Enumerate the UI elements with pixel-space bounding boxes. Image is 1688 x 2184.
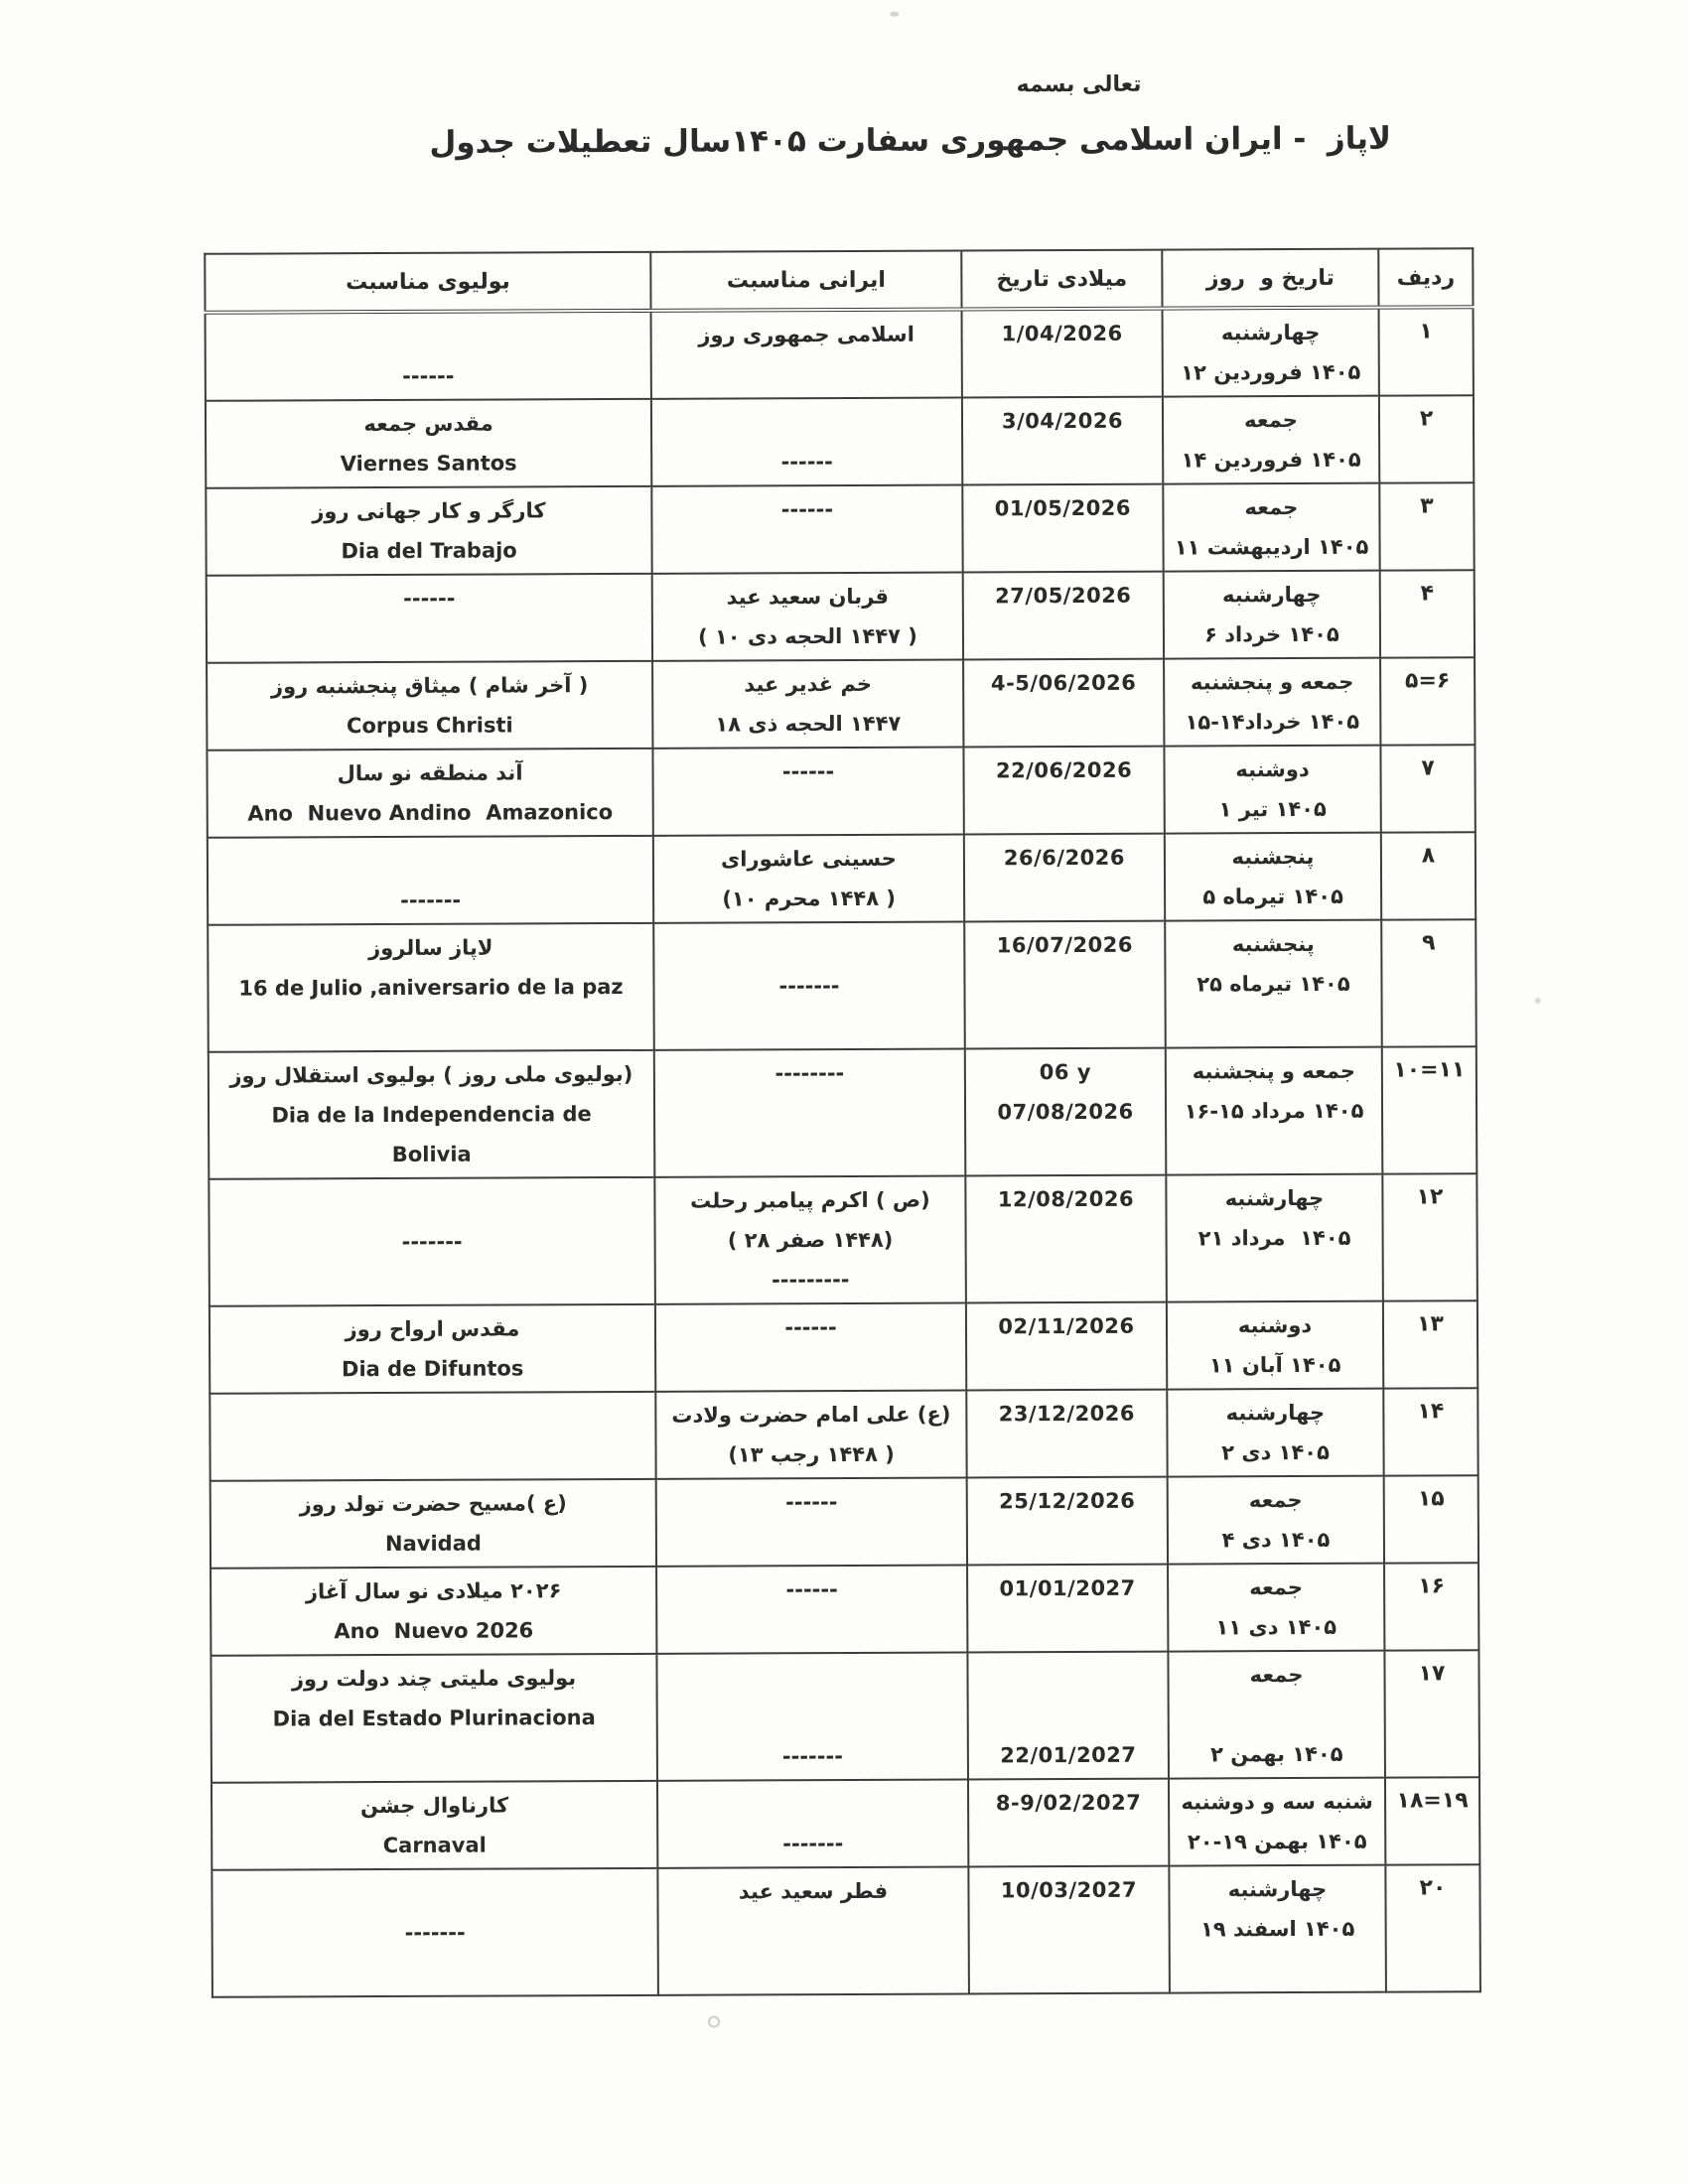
table-row: [210, 1300, 1477, 1394]
cell-bolivian-occasion: [210, 1304, 655, 1394]
cell-iranian-occasion: [651, 397, 962, 485]
text-line: جمعه: [1244, 495, 1299, 520]
cell-gregorian-date: [963, 659, 1164, 748]
text-line: ۸: [1421, 843, 1436, 869]
text-line: Ano ‎ ‎Nuevo ‎Andino ‎ ‎Amazonico: [247, 800, 614, 826]
text-line: ‎-‎‎-‎‎-‎‎-‎‎-‎‎-‎‎-‎: [400, 887, 462, 912]
cell-radif: [1384, 1650, 1479, 1777]
cell-iranian-occasion: [653, 834, 964, 922]
text-line: جشن ‎کارناوال: [359, 1793, 509, 1819]
text-line: چهارشنبه: [1227, 1876, 1328, 1902]
text-line: ۷: [1421, 755, 1435, 781]
text-line: ‎-‎‎-‎‎-‎‎-‎‎-‎‎-‎: [785, 1577, 838, 1602]
cell-day-date: [1164, 746, 1380, 834]
cell-day-date: [1168, 1651, 1385, 1779]
cell-gregorian-date: [963, 747, 1164, 835]
cell-radif: [1379, 307, 1474, 395]
text-line: ۱۵: [1417, 1486, 1445, 1512]
table-header-row: [205, 248, 1473, 313]
text-line: ۱۱ ‎آبان ‎۱۴۰۵: [1208, 1352, 1341, 1378]
cell-day-date: [1163, 396, 1379, 484]
text-line: Viernes ‎Santos: [340, 451, 517, 477]
table-row: [211, 1864, 1480, 1997]
text-line: عید ‎سعید ‎قربان: [726, 584, 890, 610]
cell-radif: [1381, 832, 1476, 919]
text-line: 16/07/2026: [996, 932, 1133, 958]
text-line: Ano ‎ ‎Nuevo ‎2026: [334, 1618, 534, 1644]
cell-bolivian-occasion: [208, 836, 653, 925]
cell-day-date: [1167, 1389, 1383, 1477]
cell-bolivian-occasion: [211, 1868, 658, 1997]
text-line: 06 ‎y: [1039, 1059, 1092, 1085]
text-line: چهارشنبه: [1221, 582, 1322, 608]
text-line: ۵ ‎تیرماه ‎۱۴۰۵: [1202, 884, 1343, 909]
table-row: [206, 307, 1474, 401]
cell-radif: [1383, 1388, 1477, 1475]
cell-bolivian-occasion: [207, 574, 652, 663]
cell-iranian-occasion: [656, 1652, 968, 1780]
text-line: ۱۴ ‎فروردین ‎۱۴۰۵: [1181, 447, 1361, 473]
header-gregorian-date: تاریخ ‎میلادی: [961, 250, 1162, 310]
text-line: ‎-‎‎-‎‎-‎‎-‎‎-‎‎-‎: [781, 759, 835, 784]
header-radif: ردیف: [1378, 248, 1473, 307]
text-line: رحلت ‎پیامبر ‎اکرم ‎‎(‎ ‎ص‎)‎: [690, 1187, 930, 1213]
text-line: ۲۰‎-‎۱۹ ‎بهمن ‎۱۴۰۵: [1187, 1829, 1367, 1854]
cell-gregorian-date: [962, 309, 1163, 398]
text-line: ‎-‎‎-‎‎-‎‎-‎‎-‎‎-‎‎-‎: [778, 974, 840, 999]
text-line: ۲: [1419, 406, 1434, 432]
text-line: 01/01/2027: [999, 1575, 1136, 1601]
table-row: [207, 657, 1475, 751]
text-line: ‎(‎ ‎۲۸ ‎صفر ‎۱۴۴۸‎)‎: [727, 1227, 894, 1253]
table-row: [206, 482, 1474, 576]
table-row: [211, 1650, 1479, 1783]
text-line: عید ‎سعید ‎فطر: [738, 1878, 889, 1904]
text-line: روز ‎استقلال ‎بولیوی ‎‎(‎ ‎روز ‎ملی ‎بولیوی‎)‎: [229, 1061, 633, 1088]
cell-iranian-occasion: [652, 659, 963, 748]
cell-iranian-occasion: [657, 1779, 968, 1867]
table-row: [208, 832, 1476, 925]
text-line: ۱۷: [1418, 1661, 1446, 1687]
table-row: [208, 919, 1477, 1052]
text-line: ۱ ‎تیر ‎۱۴۰۵: [1218, 796, 1327, 822]
cell-bolivian-occasion: [211, 1479, 656, 1569]
text-line: ۲ ‎دی ‎۱۴۰۵: [1221, 1439, 1330, 1465]
text-line: عاشورای ‎حسینی: [720, 846, 897, 872]
text-line: 4‎-‎5/06/2026: [990, 670, 1137, 696]
header-bolivian-occasion: مناسبت ‎بولیوی: [205, 252, 650, 313]
document-title: جدول ‎تعطیلات ‎سال‎۱۴۰۵ ‎سفارت ‎جمهوری ‎اسلامی ‎ایران ‎‎-‎ ‎ ‎لاپاز: [429, 120, 1392, 161]
cell-day-date: [1167, 1301, 1383, 1390]
text-line: 3/04/2026: [1001, 408, 1124, 434]
text-line: ۱۰‎=‎۱۱: [1393, 1057, 1466, 1083]
cell-radif: [1385, 1864, 1480, 1991]
text-line: جمعه: [1248, 1487, 1303, 1513]
cell-iranian-occasion: [651, 484, 962, 573]
text-line: ۲۵ ‎تیرماه ‎۱۴۰۵: [1196, 971, 1350, 997]
text-line: ‎-‎‎-‎‎-‎‎-‎‎-‎‎-‎‎-‎: [782, 1832, 844, 1856]
text-line: دوشنبه: [1237, 1312, 1313, 1338]
text-line: 07/08/2026: [997, 1099, 1134, 1125]
cell-bolivian-occasion: [207, 749, 652, 838]
cell-day-date: [1169, 1865, 1386, 1993]
text-line: ‎-‎‎-‎‎-‎‎-‎‎-‎‎-‎‎-‎: [781, 1744, 843, 1769]
text-line: دوشنبه: [1235, 756, 1310, 782]
cell-iranian-occasion: [652, 572, 963, 660]
text-line: ۱: [1419, 319, 1433, 344]
text-line: 27/05/2026: [995, 583, 1132, 609]
text-line: ۱۴: [1417, 1399, 1445, 1425]
text-line: روز ‎جمهوری ‎اسلامی: [698, 322, 914, 347]
cell-gregorian-date: [966, 1302, 1167, 1391]
text-line: پنجشنبه ‎و ‎جمعه: [1190, 669, 1354, 695]
table-row: [207, 745, 1475, 838]
text-line: ۱۲ ‎فروردین ‎۱۴۰۵: [1181, 359, 1361, 385]
cell-radif: [1385, 1777, 1479, 1864]
text-line: پنجشنبه: [1231, 931, 1315, 957]
text-line: Navidad: [384, 1531, 482, 1557]
text-line: سالروز ‎لاپاز: [368, 935, 493, 961]
text-line: ۱۵‎-‎۱۴‎خرداد ‎۱۴۰۵: [1185, 709, 1360, 735]
text-line: جمعه: [1249, 1662, 1304, 1688]
text-line: ۵‎=‎۶: [1404, 668, 1451, 694]
cell-gregorian-date: [965, 1175, 1167, 1303]
text-line: 25/12/2026: [999, 1488, 1136, 1514]
cell-day-date: [1169, 1778, 1385, 1866]
cell-gregorian-date: [968, 1779, 1169, 1867]
cell-radif: [1379, 395, 1474, 482]
text-line: Carnaval: [382, 1833, 487, 1858]
text-line: 22/06/2026: [995, 757, 1133, 783]
cell-iranian-occasion: [654, 1048, 966, 1176]
text-line: Dia ‎de ‎la ‎Independencia ‎de: [271, 1102, 592, 1128]
text-line: 02/11/2026: [998, 1313, 1135, 1339]
cell-radif: [1382, 1173, 1477, 1300]
text-line: عید ‎غدیر ‎خم: [744, 671, 873, 697]
cell-bolivian-occasion: [211, 1654, 657, 1783]
table-row: [211, 1563, 1478, 1656]
cell-radif: [1384, 1475, 1478, 1563]
text-line: 10/03/2027: [1000, 1877, 1138, 1903]
text-line: ۳: [1420, 493, 1434, 519]
cell-bolivian-occasion: [206, 486, 651, 576]
cell-bolivian-occasion: [210, 1392, 655, 1481]
cell-day-date: [1163, 308, 1379, 397]
cell-bolivian-occasion: [209, 1050, 655, 1179]
text-line: ۲ ‎بهمن ‎۱۴۰۵: [1210, 1741, 1343, 1767]
header-day-date: روز ‎ ‎و ‎تاریخ: [1162, 249, 1378, 309]
table-row: [211, 1475, 1478, 1569]
text-line: ‎-‎‎-‎‎-‎‎-‎‎-‎‎-‎: [780, 497, 834, 522]
cell-radif: [1384, 1563, 1478, 1650]
cell-radif: [1381, 919, 1477, 1046]
cell-gregorian-date: [968, 1866, 1170, 1994]
text-line: چهارشنبه: [1224, 1185, 1325, 1211]
cell-iranian-occasion: [657, 1866, 969, 1994]
text-line: چهارشنبه: [1225, 1400, 1326, 1426]
text-line: ۱۱ ‎دی ‎۱۴۰۵: [1215, 1614, 1337, 1640]
cell-day-date: [1166, 1047, 1383, 1175]
cell-day-date: [1166, 1174, 1383, 1302]
text-line: 26/6/2026: [1003, 845, 1126, 871]
text-line: ‎-‎‎-‎‎-‎‎-‎‎-‎‎-‎‎-‎: [401, 1229, 463, 1254]
cell-iranian-occasion: [651, 309, 962, 398]
text-line: روز ‎پنجشنبه ‎میثاق ‎‎(‎ ‎شام ‎آخر ‎‎)‎: [270, 673, 589, 699]
cell-day-date: [1163, 483, 1379, 572]
text-line: روز ‎جهانی ‎کار ‎و ‎کارگر: [312, 498, 546, 524]
text-line: ۹: [1422, 930, 1436, 956]
text-line: ولادت ‎حضرت ‎امام ‎علی ‎‎(‎ع‎)‎: [671, 1402, 951, 1428]
text-line: 12/08/2026: [997, 1186, 1135, 1212]
cell-radif: [1383, 1300, 1477, 1388]
text-line: Bolivia: [391, 1142, 472, 1166]
text-line: ۴: [1420, 581, 1435, 607]
cell-radif: [1382, 1046, 1477, 1173]
cell-bolivian-occasion: [206, 311, 651, 401]
table-row: [207, 570, 1475, 663]
cell-day-date: [1165, 920, 1382, 1048]
cell-iranian-occasion: [656, 1477, 967, 1566]
scan-artifact: [708, 2016, 720, 2028]
holidays-table: [204, 247, 1481, 1998]
cell-iranian-occasion: [656, 1565, 967, 1653]
text-line: Corpus ‎Christi: [346, 713, 513, 739]
text-line: ‎-‎‎-‎‎-‎‎-‎‎-‎‎-‎‎-‎: [404, 1920, 466, 1945]
cell-iranian-occasion: [654, 1175, 966, 1303]
text-line: پنجشنبه: [1231, 844, 1315, 870]
table-row: [211, 1777, 1479, 1870]
cell-day-date: [1164, 571, 1380, 659]
text-line: ‎(‎ ‎۱۰ ‎دی ‎الحجه ‎۱۴۴۷ ‎‎)‎: [697, 623, 917, 649]
text-line: روز ‎دولت ‎چند ‎ملیتی ‎بولیوی: [291, 1666, 577, 1692]
text-line: Dia ‎del ‎Trabajo: [341, 538, 517, 564]
text-line: آغاز ‎سال ‎نو ‎میلادی ‎۲۰۲۶: [305, 1578, 562, 1604]
text-line: ۲۱ ‎مرداد ‎ ‎۱۴۰۵: [1197, 1225, 1351, 1251]
cell-iranian-occasion: [652, 747, 963, 835]
text-line: ۱۲: [1416, 1184, 1444, 1210]
text-line: ۱۶: [1418, 1573, 1446, 1599]
cell-iranian-occasion: [653, 921, 965, 1049]
cell-gregorian-date: [962, 484, 1163, 573]
cell-bolivian-occasion: [211, 1567, 656, 1656]
cell-iranian-occasion: [655, 1302, 966, 1391]
text-line: ‎(‎۱۳ ‎رجب ‎۱۴۴۸ ‎‎)‎: [728, 1441, 895, 1467]
cell-gregorian-date: [967, 1652, 1169, 1780]
cell-day-date: [1168, 1564, 1384, 1652]
cell-bolivian-occasion: [211, 1781, 657, 1870]
text-line: ۴ ‎دی ‎۱۴۰۵: [1221, 1527, 1331, 1553]
table-row: [206, 395, 1474, 488]
text-line: ‎-‎‎-‎‎-‎‎-‎‎-‎‎-‎: [784, 1315, 837, 1340]
scan-artifact: [1535, 998, 1541, 1004]
text-line: ۲۰: [1419, 1875, 1447, 1901]
text-line: 8‎-‎9/02/2027: [995, 1790, 1142, 1816]
cell-bolivian-occasion: [209, 1177, 655, 1306]
text-line: Dia ‎de ‎Difuntos: [341, 1356, 524, 1382]
cell-radif: [1380, 657, 1475, 745]
cell-iranian-occasion: [655, 1390, 966, 1478]
text-line: روز ‎تولد ‎حضرت ‎مسیح‎(‎ ‎ع‎)‎: [299, 1491, 567, 1517]
text-line: ۱۶‎-‎۱۵ ‎مرداد ‎۱۴۰۵: [1184, 1098, 1364, 1124]
text-line: روز ‎ارواح ‎مقدس: [345, 1316, 520, 1342]
cell-gregorian-date: [964, 921, 1166, 1049]
cell-gregorian-date: [965, 1048, 1167, 1176]
text-line: 23/12/2026: [998, 1401, 1136, 1427]
text-line: ‎-‎‎-‎‎-‎‎-‎‎-‎‎-‎: [780, 450, 833, 475]
cell-bolivian-occasion: [206, 399, 651, 488]
text-line: چهارشنبه: [1220, 320, 1321, 345]
cell-bolivian-occasion: [207, 661, 652, 751]
text-line: ۶ ‎خرداد ‎۱۴۰۵: [1204, 621, 1339, 647]
cell-radif: [1379, 482, 1474, 570]
header-iranian-occasion: مناسبت ‎ایرانی: [650, 250, 961, 310]
text-line: پنجشنبه ‎و ‎جمعه: [1192, 1058, 1356, 1084]
scan-artifact: [890, 12, 899, 17]
text-line: ۱۳: [1416, 1311, 1444, 1337]
cell-gregorian-date: [963, 572, 1164, 660]
text-line: ۱۸ ‎ذی ‎الحجه ‎۱۴۴۷: [715, 711, 902, 737]
text-line: سال ‎نو ‎منطقه ‎آند: [337, 760, 523, 786]
cell-day-date: [1164, 658, 1380, 747]
text-line: ۱۹ ‎اسفند ‎۱۴۰۵: [1199, 1916, 1355, 1942]
cell-gregorian-date: [967, 1565, 1168, 1653]
cell-day-date: [1168, 1476, 1384, 1565]
text-line: ۱۸‎=‎۱۹: [1396, 1788, 1469, 1814]
besmele-text: بسمه ‎تعالی: [1016, 71, 1142, 98]
text-line: جمعه: [1249, 1574, 1304, 1600]
text-line: ‎(‎۱۰ ‎محرم ‎۱۴۴۸ ‎‎)‎: [722, 886, 896, 911]
text-line: ‎-‎‎-‎‎-‎‎-‎‎-‎‎-‎‎-‎‎-‎: [774, 1061, 845, 1086]
text-line: 01/05/2026: [994, 495, 1132, 521]
text-line: ۱۱ ‎اردیبهشت ‎۱۴۰۵: [1174, 534, 1369, 560]
cell-radif: [1380, 570, 1475, 657]
cell-gregorian-date: [967, 1477, 1168, 1566]
text-line: Dia ‎del ‎Estado ‎Plurinaciona: [272, 1706, 596, 1731]
text-line: 22/01/2027: [1000, 1742, 1137, 1768]
table-row: [210, 1388, 1477, 1481]
text-line: جمعه ‎مقدس: [363, 411, 493, 437]
text-line: 16 ‎de ‎Julio ‎,aniversario ‎de ‎la ‎paz: [238, 974, 624, 1001]
cell-radif: [1380, 745, 1475, 832]
text-line: ‎-‎‎-‎‎-‎‎-‎‎-‎‎-‎: [403, 586, 456, 611]
cell-gregorian-date: [962, 397, 1163, 485]
cell-gregorian-date: [964, 834, 1165, 922]
table-row: [209, 1173, 1477, 1306]
text-line: ‎-‎‎-‎‎-‎‎-‎‎-‎‎-‎: [402, 363, 455, 388]
cell-bolivian-occasion: [208, 923, 654, 1052]
table-row: [209, 1046, 1477, 1179]
text-line: جمعه: [1244, 408, 1298, 433]
text-line: ‎-‎‎-‎‎-‎‎-‎‎-‎‎-‎‎-‎‎-‎‎-‎: [771, 1267, 850, 1293]
cell-day-date: [1165, 833, 1381, 921]
text-line: 1/04/2026: [1001, 321, 1123, 346]
text-line: ‎-‎‎-‎‎-‎‎-‎‎-‎‎-‎: [785, 1490, 838, 1515]
text-line: دوشنبه ‎و ‎سه ‎شنبه: [1181, 1789, 1373, 1815]
cell-gregorian-date: [966, 1390, 1167, 1478]
